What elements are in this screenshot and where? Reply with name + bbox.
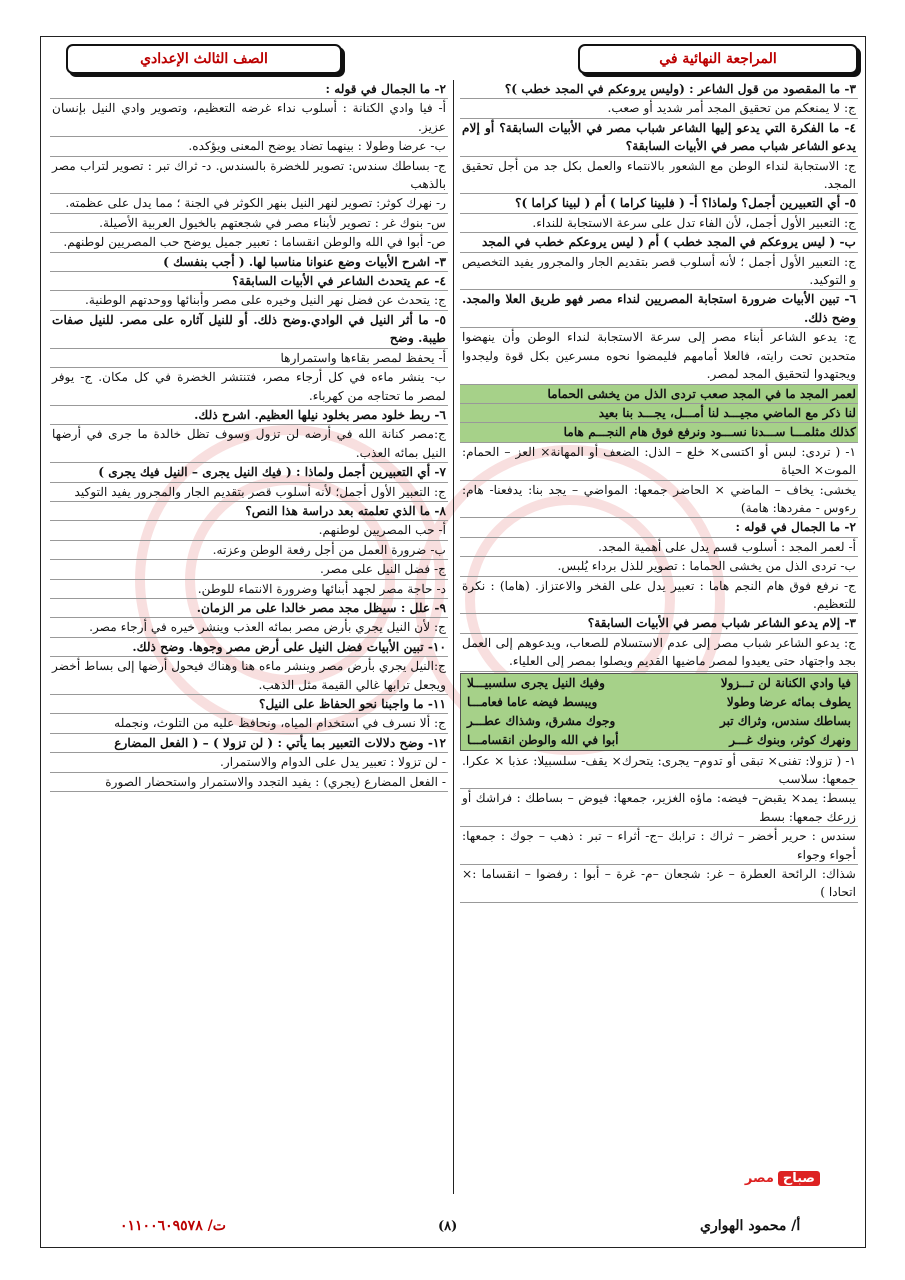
question: ٣- اشرح الأبيات وضع عنوانا مناسبا لها. ( أجب بنفسك ) <box>50 253 448 272</box>
answer: د- حاجة مصر لجهد أبنائها وضرورة الانتماء للوطن. <box>50 580 448 599</box>
poem-block <box>460 673 858 751</box>
brand-logo-b: مصر <box>744 1170 774 1186</box>
question: ٥- ما أثر النيل في الوادي.وضح ذلك. أو للنيل آثاره على مصر. للنيل صفات طيبة. وضح <box>50 311 448 349</box>
question: ٤- عم يتحدث الشاعر في الأبيات السابقة؟ <box>50 272 448 291</box>
poem-hemistich: يطوف بمائه عرضا وطولا <box>726 694 851 709</box>
question: ٨- ما الذي تعلمته بعد دراسة هذا النص؟ <box>50 502 448 521</box>
footer-page-number: (٨) <box>438 1218 458 1234</box>
answer: ج: الاستجابة لنداء الوطن مع الشعور بالانتماء والعمل بكل جد من أجل تحقيق المجد. <box>460 157 858 195</box>
answer: ج- فضل النيل على مصر. <box>50 560 448 579</box>
poem-line <box>461 693 857 712</box>
poem-line <box>461 712 857 731</box>
footer-author: أ/ محمود الهواري <box>700 1218 801 1234</box>
poem-line <box>461 731 857 750</box>
answer: ب- تردى الذل من يخشى الحماما : تصوير للذل برداء يُلبس. <box>460 557 858 576</box>
answer: سندس : حرير أخضر – ثراك : ترابك –ج- أثراء – تبر : ذهب – جوك : جمعها: أجواء وجواء <box>460 827 858 865</box>
answer: ب- عرضا وطولا : بينهما تضاد يوضح المعنى ويؤكده. <box>50 137 448 156</box>
question: ٦- تبين الأبيات ضرورة استجابة المصريين لنداء مصر فهو طريق العلا والمجد. وضح ذلك. <box>460 290 858 328</box>
answer: ج: يدعو الشاعر أبناء مصر إلى سرعة الاستجابة لنداء الوطن وأن ينهضوا متحدين تحت رايته، فالعلا أمامهم فليمضوا نحوه مسرعين بكل قوة وليجدوا ويجتهدوا لتحقيق المجد لمصر. <box>460 328 858 384</box>
answer: - الفعل المضارع (يجري) : يفيد التجدد والاستمرار واستحضار الصورة <box>50 773 448 792</box>
poem-hemistich: ويبسط فيضه عاما فعامـــا <box>467 694 598 709</box>
answer: ج- بساطك سندس: تصوير للخضرة بالسندس. د- ثراك تبر : تصوير لتراب مصر بالذهب <box>50 157 448 195</box>
question: ١٠- تبين الأبيات فضل النيل على أرض مصر وجوها. وضح ذلك. <box>50 638 448 657</box>
answer: ج: لا يمنعكم من تحقيق المجد أمر شديد أو صعب. <box>460 99 858 118</box>
answer: ج:النيل يجري بأرض مصر وينشر ماءه هنا وهناك فيحول أرضها إلى بساط أخضر ويجعل ترابها غالي القيمة مثل الذهب. <box>50 657 448 695</box>
verse-line: كذلك مثلمـــا ســـدنا نســـود ونرفع فوق هام النجـــم هاما <box>460 423 858 442</box>
question: ١١- ما واجبنا نحو الحفاظ على النيل؟ <box>50 695 448 714</box>
brand-logo <box>712 1166 820 1190</box>
answer: أ- لعمر المجد : أسلوب قسم يدل على أهمية المجد. <box>460 538 858 557</box>
answer: يخشى: يخاف – الماضي × الحاضر جمعها: المواضي – يجد بنا: يدفعنا- هام: رءوس - مفردها: هامة) <box>460 481 858 519</box>
question: ٢- ما الجمال في قوله : <box>50 80 448 99</box>
answer: ج- نرفع فوق هام النجم هاما : تعبير يدل على الفخر والاعتزاز. (هاما) : نكرة للتعظيم. <box>460 577 858 615</box>
answer: ج: لأن النيل يجري بأرض مصر بمائه العذب وينشر خيره في أرجاء مصر. <box>50 618 448 637</box>
answer: ص- أبوا في الله والوطن انقساما : تعبير جميل يوضح حب المصريين لوطنهم. <box>50 233 448 252</box>
question: ٣- إلام يدعو الشاعر شباب مصر في الأبيات السابقة؟ <box>460 614 858 633</box>
question: ٢- ما الجمال في قوله : <box>460 518 858 537</box>
verse-line: لنا ذكر مع الماضي مجيـــد لنا أمـــل، يجـــد بنا بعيد <box>460 404 858 423</box>
answer: أ- يحفظ لمصر بقاءها واستمرارها <box>50 349 448 368</box>
column-divider <box>453 80 454 1194</box>
question: ٤- ما الفكرة التي يدعو إليها الشاعر شباب مصر في الأبيات السابقة؟ أو إلام يدعو الشاعر شباب مصر في الأبيات السابقة؟ <box>460 119 858 157</box>
answer: ١- ( تزولا: تفنى× تبقى أو تدوم– يجرى: يتحرك× يقف- سلسبيلا: عذبا × عكرا. جمعها: سلاسب <box>460 752 858 790</box>
poem-hemistich: بساطك سندس، وثراك تبر <box>720 713 851 728</box>
footer-phone: ت/ ٠١١٠٠٦٠٩٥٧٨ <box>120 1218 226 1234</box>
verse-line: لعمر المجد ما في المجد صعب تردى الذل من يخشى الحماما <box>460 385 858 404</box>
poem-hemistich: ونهرك كوثر، وبنوك غـــر <box>729 732 851 747</box>
answer: ١- ( تردى: لبس أو اكتسى× خلع – الذل: الضعف أو المهانة× العز – الحمام: الموت× الحياة <box>460 443 858 481</box>
question: ١٢- وضح دلالات التعبير بما يأتي : ( لن تزولا ) – ( الفعل المضارع <box>50 734 448 753</box>
right-column <box>460 80 858 903</box>
answer: - لن تزولا : تعبير يدل على الدوام والاستمرار. <box>50 753 448 772</box>
answer: ج: ألا نسرف في استخدام المياه، ونحافظ عليه من التلوث، ونجمله <box>50 714 448 733</box>
poem-hemistich: فيا وادي الكنانة لن تـــزولا <box>720 675 851 690</box>
poem-hemistich: وجوك مشرق، وشذاك عطـــر <box>467 713 616 728</box>
question: ٣- ما المقصود من قول الشاعر : (وليس يروعكم في المجد خطب )؟ <box>460 80 858 99</box>
header-title-right: المراجعة النهائية في <box>578 44 858 74</box>
answer: ج: التعبير الأول أجمل ؛ لأنه أسلوب قصر بتقديم الجار والمجرور يفيد التخصيص و التوكيد. <box>460 253 858 291</box>
answer: ب- ضرورة العمل من أجل رفعة الوطن وعزته. <box>50 541 448 560</box>
question: ٩- علل : سيظل مجد مصر خالدا على مر الزمان. <box>50 599 448 618</box>
header-title-left: الصف الثالث الإعدادي <box>66 44 342 74</box>
answer: ج: التعبير الأول أجمل؛ لأنه أسلوب قصر بتقديم الجار والمجرور يفيد التوكيد <box>50 483 448 502</box>
answer: ج: التعبير الأول أجمل، لأن الفاء تدل على سرعة الاستجابة للنداء. <box>460 214 858 233</box>
answer: أ- حب المصريين لوطنهم. <box>50 521 448 540</box>
answer: ج: يدعو الشاعر شباب مصر إلى عدم الاستسلام للصعاب، ويدعوهم إلى العمل بجد واجتهاد حتى يعيدوا لمصر ماضيها القديم ويصلوا بمصر إلى العلياء. <box>460 634 858 672</box>
question: ٦- ربط خلود مصر بخلود نيلها العظيم. اشرح ذلك. <box>50 406 448 425</box>
answer: أ- فيا وادي الكنانة : أسلوب نداء غرضه التعظيم، وتصوير وادي النيل بإنسان عزيز. <box>50 99 448 137</box>
answer: ج:مصر كنانة الله في أرضه لن تزول وسوف تظل خالدة ما جرى في أرضها النيل بمائه العذب. <box>50 425 448 463</box>
question: ٧- أي التعبيرين أجمل ولماذا : ( فيك النيل يجرى – النيل فيك يجرى ) <box>50 463 448 482</box>
answer: ب- ينشر ماءه في كل أرجاء مصر، فتنتشر الخضرة في كل مكان. ج- يوفر لمصر ما تحتاجه من كهرباء. <box>50 368 448 406</box>
poem-hemistich: أبوا في الله والوطن انقسامـــا <box>467 732 619 747</box>
answer: ج: يتحدث عن فضل نهر النيل وخيره على مصر وأبنائها ووحدتهم الوطنية. <box>50 291 448 310</box>
answer: س- بنوك غر : تصوير لأبناء مصر في شجعتهم بالخيول العربية الأصيلة. <box>50 214 448 233</box>
answer: يبسط: يمد× يقبض– فيضه: ماؤه الغزير، جمعها: فيوض – بساطك : فراشك أو زرعك جمعها: بسط <box>460 789 858 827</box>
answer: ر- نهرك كوثر: تصوير لنهر النيل بنهر الكوثر في الجنة ؛ مما يدل على عظمته. <box>50 194 448 213</box>
question: ب- ( ليس يروعكم في المجد خطب ) أم ( ليس يروعكم خطب في المجد <box>460 233 858 252</box>
poem-hemistich: وفيك النيل يجرى سلسبيـــلا <box>467 675 605 690</box>
poem-line <box>461 674 857 693</box>
question: ٥- أي التعبيرين أجمل؟ ولماذا؟ أ- ( فلبينا كراما ) أم ( لبينا كراما )؟ <box>460 194 858 213</box>
left-column <box>50 80 448 792</box>
answer: شذاك: الرائحة العطرة – غر: شجعان –م- غرة – أبوا : رفضوا – انقساما :× اتحادا ) <box>460 865 858 903</box>
brand-logo-a: صباح <box>778 1171 820 1186</box>
